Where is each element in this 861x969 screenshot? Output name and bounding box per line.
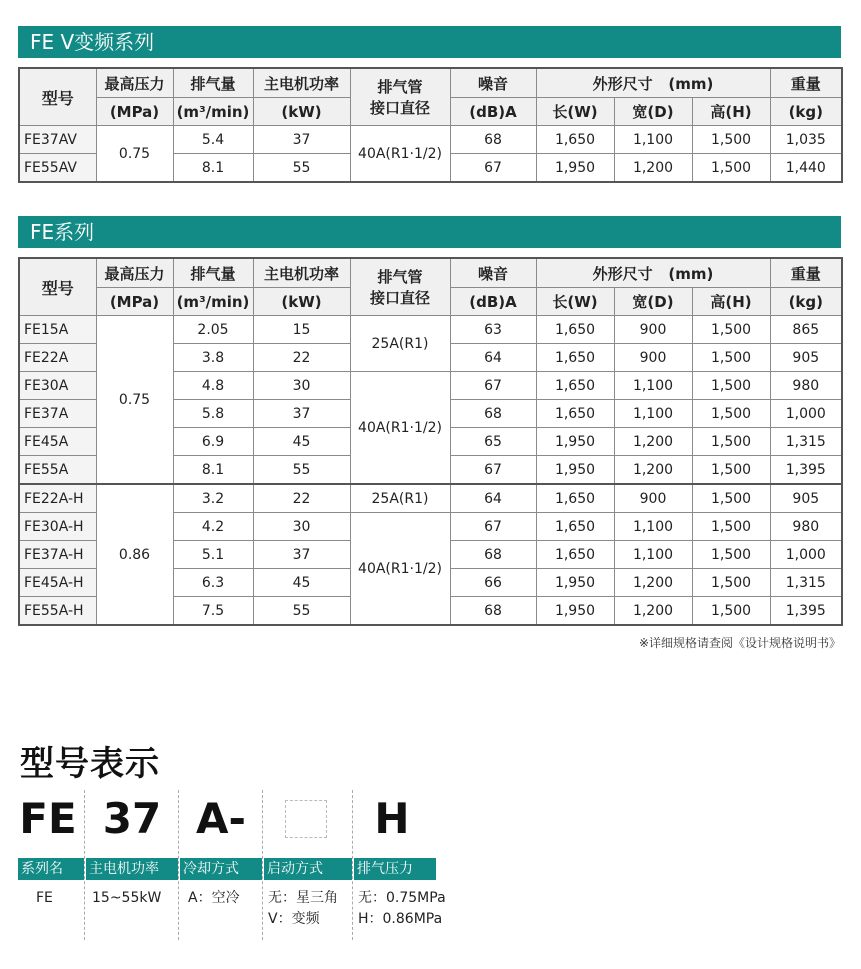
cell-length: 1,950	[536, 154, 614, 183]
cell-model: FE37A-H	[19, 541, 96, 569]
cell-power: 45	[253, 428, 350, 456]
cell-model: FE45A	[19, 428, 96, 456]
cell-power: 15	[253, 316, 350, 344]
cell-length: 1,650	[536, 513, 614, 541]
header-height: 高(H)	[692, 288, 770, 316]
divider	[262, 790, 263, 940]
header-noise: 噪音	[450, 258, 536, 288]
header-pressure-unit: (MPa)	[96, 288, 173, 316]
cell-height: 1,500	[692, 569, 770, 597]
cell-width: 1,200	[614, 154, 692, 183]
header-flow-unit: (m³/min)	[173, 288, 253, 316]
cell-width: 1,200	[614, 597, 692, 626]
header-power-unit: (kW)	[253, 288, 350, 316]
value-pressure-1: 无：0.75MPa	[358, 890, 446, 906]
cell-flow: 2.05	[173, 316, 253, 344]
cell-flow: 3.2	[173, 484, 253, 513]
cell-length: 1,650	[536, 126, 614, 154]
cell-pipe: 40A(R1·1/2)	[350, 126, 450, 183]
cell-power: 30	[253, 372, 350, 400]
cell-weight: 1,440	[770, 154, 842, 183]
cell-length: 1,650	[536, 344, 614, 372]
header-power-unit: (kW)	[253, 98, 350, 126]
section1-title: FE V变频系列	[30, 30, 155, 54]
cell-model: FE45A-H	[19, 569, 96, 597]
cell-weight: 1,000	[770, 400, 842, 428]
cell-width: 1,100	[614, 126, 692, 154]
label-series-name: 系列名	[18, 858, 84, 880]
cell-weight: 1,395	[770, 456, 842, 485]
cell-height: 1,500	[692, 154, 770, 183]
cell-pipe: 40A(R1·1/2)	[350, 513, 450, 626]
cell-model: FE55AV	[19, 154, 96, 183]
cell-width: 900	[614, 484, 692, 513]
cell-weight: 905	[770, 484, 842, 513]
cell-noise: 68	[450, 597, 536, 626]
cell-height: 1,500	[692, 428, 770, 456]
code-part-pressure: H	[374, 794, 410, 843]
cell-flow: 4.8	[173, 372, 253, 400]
label-discharge-pressure: 排气压力	[354, 858, 436, 880]
cell-width: 900	[614, 316, 692, 344]
cell-flow: 5.8	[173, 400, 253, 428]
cell-model: FE15A	[19, 316, 96, 344]
cell-height: 1,500	[692, 344, 770, 372]
header-dims: 外形尺寸 (mm)	[536, 68, 770, 98]
header-flow: 排气量	[173, 258, 253, 288]
cell-power: 30	[253, 513, 350, 541]
cell-height: 1,500	[692, 400, 770, 428]
header-height: 高(H)	[692, 98, 770, 126]
header-noise-unit: (dB)A	[450, 288, 536, 316]
code-part-start-placeholder	[285, 800, 327, 838]
cell-height: 1,500	[692, 126, 770, 154]
cell-width: 900	[614, 344, 692, 372]
label-start-method: 启动方式	[264, 858, 352, 880]
cell-noise: 64	[450, 484, 536, 513]
divider	[84, 790, 85, 940]
cell-model: FE30A-H	[19, 513, 96, 541]
cell-model: FE55A	[19, 456, 96, 485]
cell-weight: 1,315	[770, 428, 842, 456]
cell-pressure: 0.86	[96, 484, 173, 625]
cell-model: FE37A	[19, 400, 96, 428]
cell-height: 1,500	[692, 372, 770, 400]
cell-pipe: 25A(R1)	[350, 484, 450, 513]
cell-noise: 67	[450, 372, 536, 400]
cell-weight: 865	[770, 316, 842, 344]
value-cooling: A：空冷	[188, 890, 240, 906]
cell-pressure: 0.75	[96, 316, 173, 485]
section2-title-bar	[18, 216, 841, 248]
cell-length: 1,950	[536, 428, 614, 456]
cell-width: 1,100	[614, 372, 692, 400]
cell-flow: 5.1	[173, 541, 253, 569]
cell-length: 1,650	[536, 484, 614, 513]
cell-pressure: 0.75	[96, 126, 173, 183]
cell-flow: 6.3	[173, 569, 253, 597]
section2-title: FE系列	[30, 220, 95, 244]
header-pipe: 排气管 接口直径	[350, 258, 450, 316]
cell-noise: 65	[450, 428, 536, 456]
cell-model: FE30A	[19, 372, 96, 400]
cell-model: FE22A	[19, 344, 96, 372]
cell-width: 1,100	[614, 541, 692, 569]
cell-width: 1,200	[614, 428, 692, 456]
cell-pipe: 25A(R1)	[350, 316, 450, 372]
cell-noise: 68	[450, 541, 536, 569]
header-flow-unit: (m³/min)	[173, 98, 253, 126]
cell-flow: 5.4	[173, 126, 253, 154]
cell-noise: 67	[450, 154, 536, 183]
header-flow: 排气量	[173, 68, 253, 98]
value-series: FE	[36, 890, 53, 906]
table-row	[19, 484, 842, 513]
cell-noise: 67	[450, 456, 536, 485]
header-weight-unit: (kg)	[770, 288, 842, 316]
header-pipe: 排气管 接口直径	[350, 68, 450, 126]
header-weight-unit: (kg)	[770, 98, 842, 126]
cell-height: 1,500	[692, 541, 770, 569]
cell-noise: 63	[450, 316, 536, 344]
cell-flow: 7.5	[173, 597, 253, 626]
section1-title-bar	[18, 26, 841, 58]
cell-length: 1,950	[536, 456, 614, 485]
header-noise-unit: (dB)A	[450, 98, 536, 126]
model-code-title: 型号表示	[20, 744, 160, 784]
cell-weight: 980	[770, 513, 842, 541]
cell-power: 37	[253, 400, 350, 428]
cell-power: 55	[253, 154, 350, 183]
value-start-2: V：变频	[268, 911, 320, 927]
cell-height: 1,500	[692, 316, 770, 344]
cell-width: 1,100	[614, 513, 692, 541]
code-part-cooling: A-	[196, 794, 246, 843]
label-cooling-method: 冷却方式	[180, 858, 262, 880]
cell-noise: 66	[450, 569, 536, 597]
spec-note: ※详细规格请查阅《设计规格说明书》	[638, 636, 841, 650]
cell-power: 55	[253, 597, 350, 626]
cell-length: 1,650	[536, 316, 614, 344]
cell-length: 1,950	[536, 597, 614, 626]
cell-weight: 980	[770, 372, 842, 400]
model-code-row	[0, 794, 861, 844]
cell-weight: 1,000	[770, 541, 842, 569]
cell-noise: 68	[450, 400, 536, 428]
value-power: 15~55kW	[92, 890, 162, 906]
cell-noise: 68	[450, 126, 536, 154]
value-start-1: 无：星三角	[268, 890, 338, 906]
header-weight: 重量	[770, 68, 842, 98]
cell-power: 45	[253, 569, 350, 597]
cell-pipe: 40A(R1·1/2)	[350, 372, 450, 485]
cell-model: FE37AV	[19, 126, 96, 154]
cell-width: 1,200	[614, 569, 692, 597]
cell-flow: 4.2	[173, 513, 253, 541]
cell-length: 1,650	[536, 400, 614, 428]
code-part-power: 37	[102, 794, 162, 843]
cell-flow: 8.1	[173, 154, 253, 183]
divider	[352, 790, 353, 940]
divider	[178, 790, 179, 940]
header-length: 长(W)	[536, 98, 614, 126]
cell-weight: 905	[770, 344, 842, 372]
table-row	[19, 316, 842, 344]
cell-noise: 67	[450, 513, 536, 541]
code-part-series: FE	[19, 794, 77, 843]
header-power: 主电机功率	[253, 258, 350, 288]
header-pressure-unit: (MPa)	[96, 98, 173, 126]
cell-power: 37	[253, 541, 350, 569]
header-weight: 重量	[770, 258, 842, 288]
cell-height: 1,500	[692, 484, 770, 513]
header-model: 型号	[19, 68, 96, 126]
cell-power: 37	[253, 126, 350, 154]
cell-flow: 6.9	[173, 428, 253, 456]
cell-height: 1,500	[692, 456, 770, 485]
value-pressure-2: H：0.86MPa	[358, 911, 443, 927]
cell-weight: 1,315	[770, 569, 842, 597]
header-width: 宽(D)	[614, 98, 692, 126]
cell-model: FE55A-H	[19, 597, 96, 626]
spec-table-fe	[18, 257, 843, 626]
cell-power: 22	[253, 484, 350, 513]
header-length: 长(W)	[536, 288, 614, 316]
spec-table-fe-v	[18, 67, 843, 183]
cell-weight: 1,395	[770, 597, 842, 626]
cell-height: 1,500	[692, 597, 770, 626]
label-main-motor-power: 主电机功率	[86, 858, 178, 880]
cell-length: 1,650	[536, 541, 614, 569]
cell-flow: 8.1	[173, 456, 253, 485]
header-width: 宽(D)	[614, 288, 692, 316]
cell-width: 1,100	[614, 400, 692, 428]
header-pressure: 最高压力	[96, 68, 173, 98]
header-model: 型号	[19, 258, 96, 316]
cell-flow: 3.8	[173, 344, 253, 372]
cell-height: 1,500	[692, 513, 770, 541]
cell-model: FE22A-H	[19, 484, 96, 513]
cell-length: 1,950	[536, 569, 614, 597]
header-noise: 噪音	[450, 68, 536, 98]
cell-width: 1,200	[614, 456, 692, 485]
cell-power: 55	[253, 456, 350, 485]
cell-weight: 1,035	[770, 126, 842, 154]
header-power: 主电机功率	[253, 68, 350, 98]
cell-noise: 64	[450, 344, 536, 372]
table-row	[19, 126, 842, 154]
cell-length: 1,650	[536, 372, 614, 400]
cell-power: 22	[253, 344, 350, 372]
header-pressure: 最高压力	[96, 258, 173, 288]
header-dims: 外形尺寸 (mm)	[536, 258, 770, 288]
